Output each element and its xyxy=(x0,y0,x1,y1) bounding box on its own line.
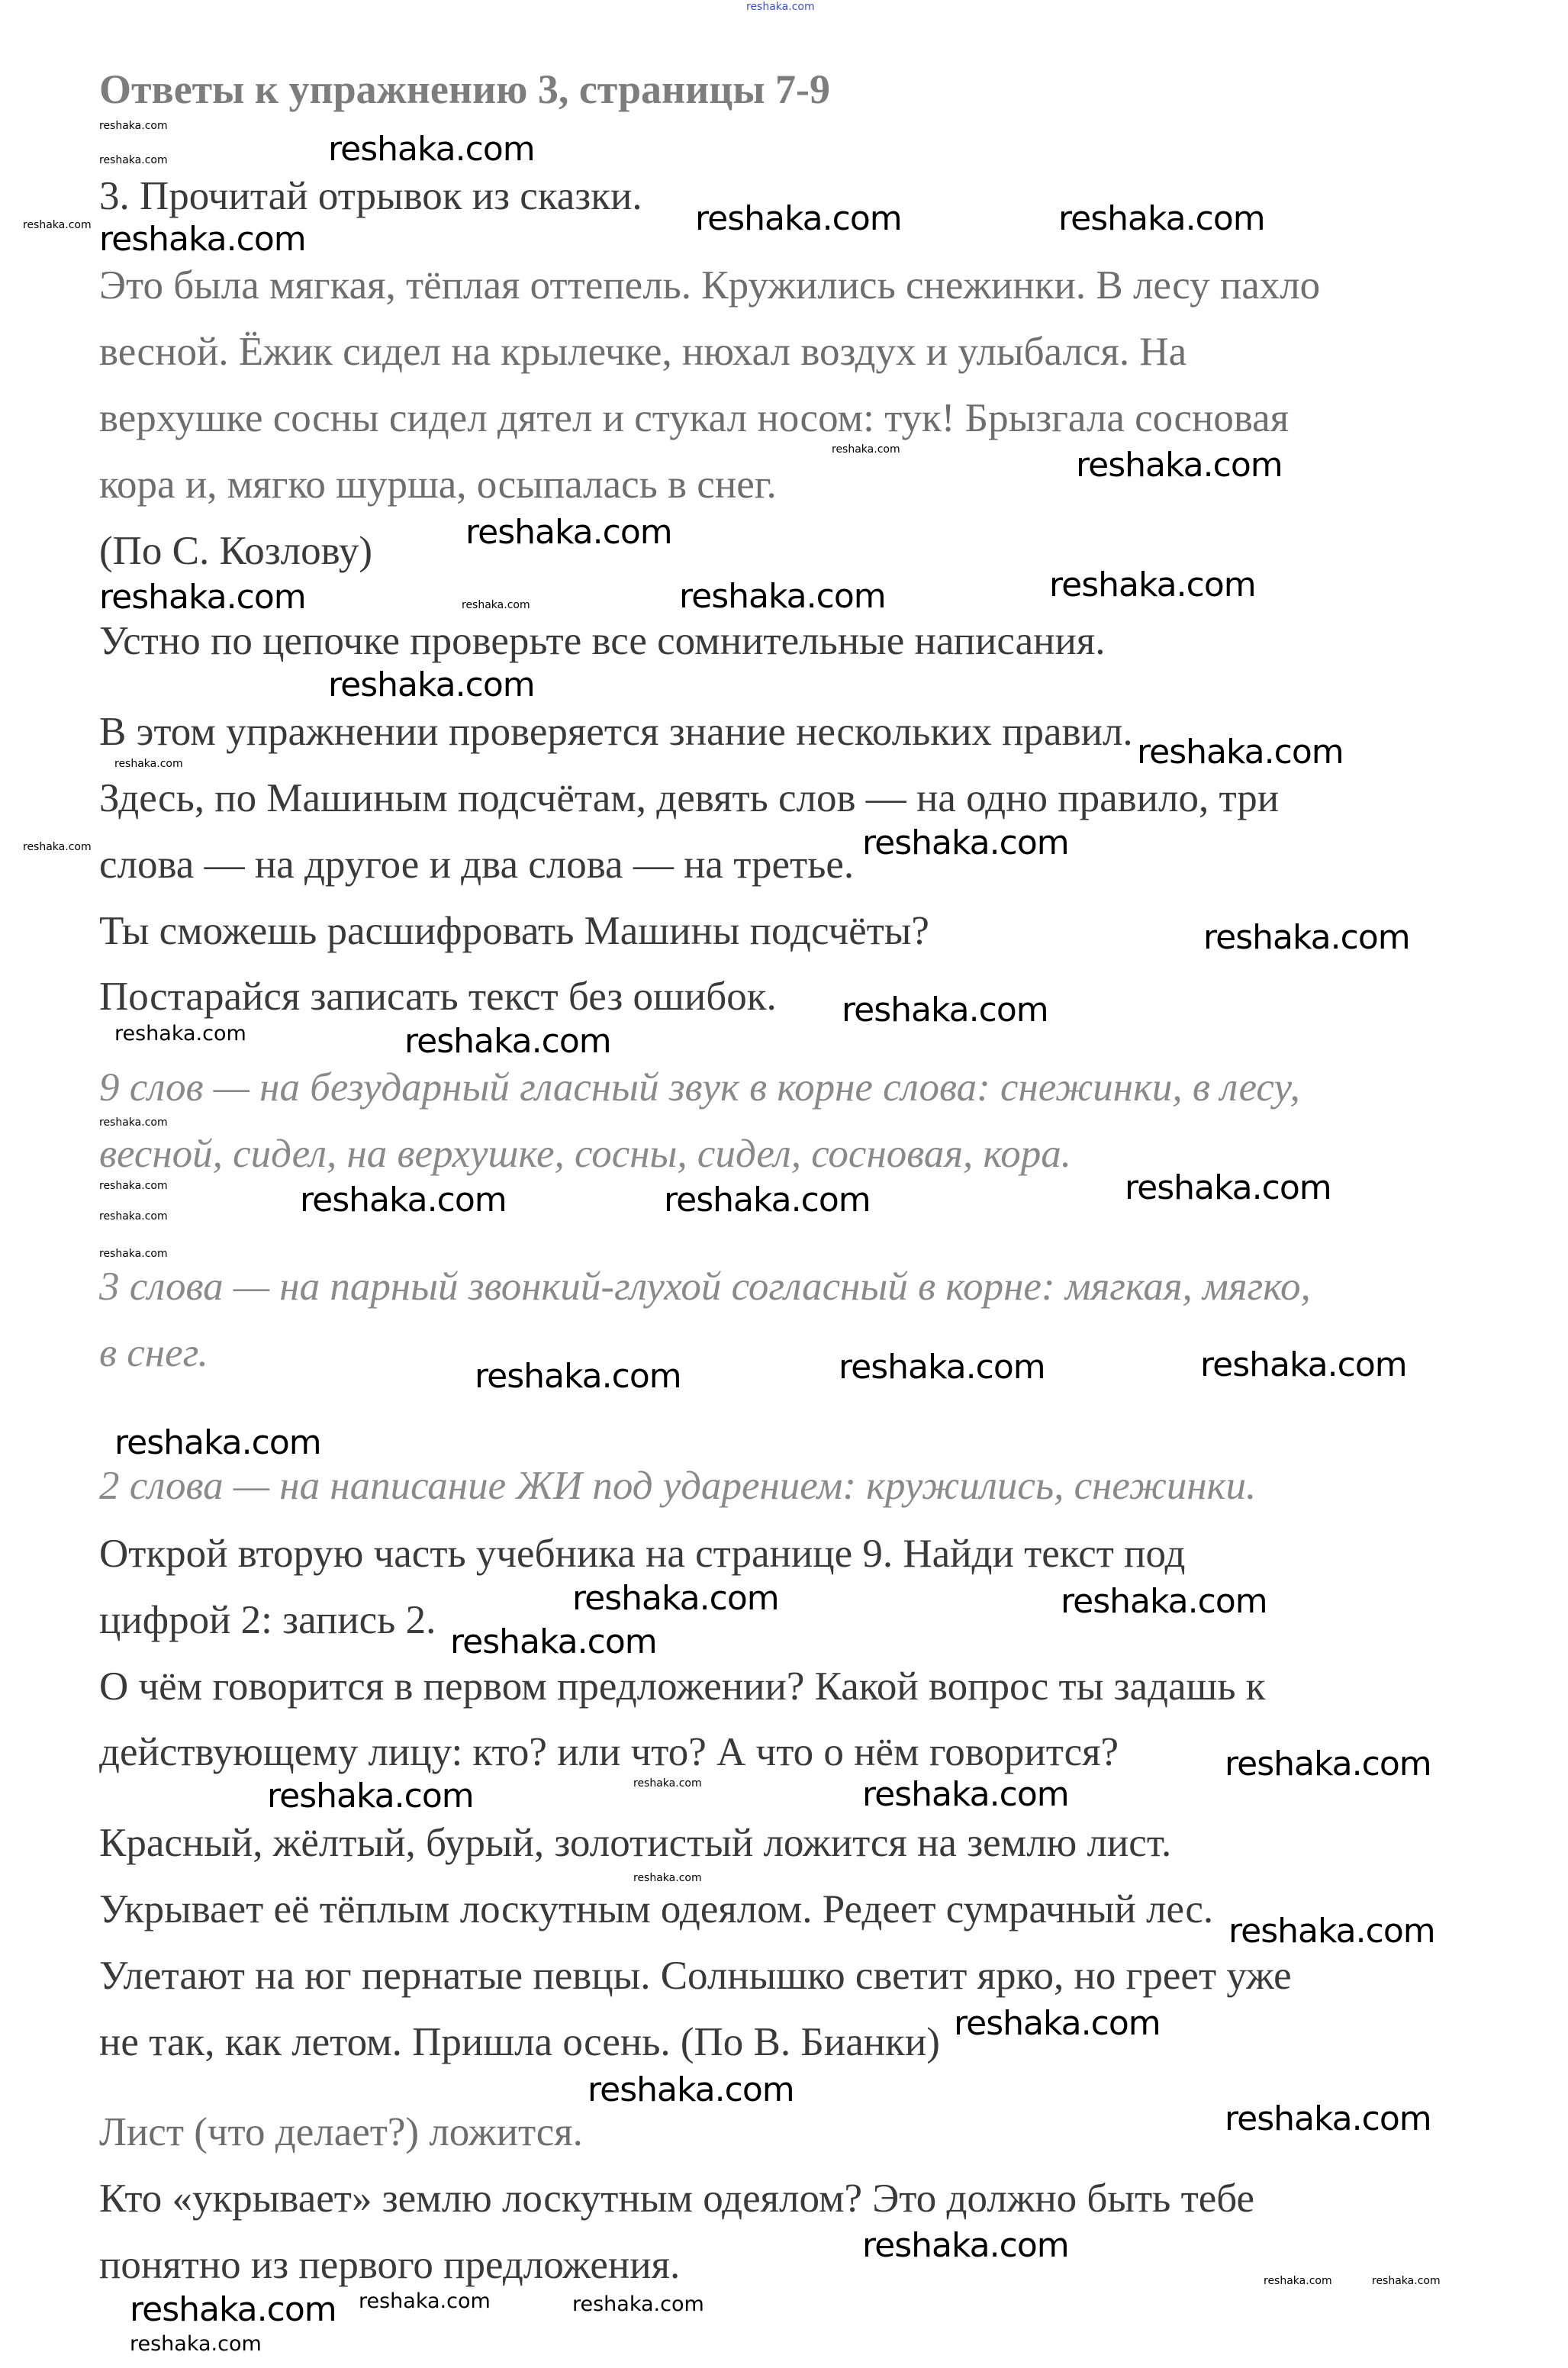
text-line: Красный, жёлтый, бурый, золотистый ложится на землю лист. xyxy=(99,1821,1172,1865)
text-line: верхушке сосны сидел дятел и стукал носом: тук! Брызгала сосновая xyxy=(99,396,1289,440)
watermark: reshaka.com xyxy=(130,2332,262,2356)
watermark: reshaka.com xyxy=(465,513,672,552)
watermark: reshaka.com xyxy=(1228,1912,1435,1951)
answer-line: 3 слова — на парный звонкий-глухой согласный в корне: мягкая, мягко, xyxy=(99,1265,1311,1309)
watermark: reshaka.com xyxy=(114,1423,321,1462)
text-line: В этом упражнении проверяется знание нескольких правил. xyxy=(99,710,1133,754)
watermark: reshaka.com xyxy=(450,1622,657,1661)
text-line: слова — на другое и два слова — на третье. xyxy=(99,842,855,887)
watermark: reshaka.com xyxy=(1225,2099,1431,2138)
text-line: Открой вторую часть учебника на странице 9. Найди текст под xyxy=(99,1532,1186,1576)
watermark: reshaka.com xyxy=(1264,2275,1332,2287)
watermark: reshaka.com xyxy=(114,758,183,770)
watermark: reshaka.com xyxy=(1225,1745,1431,1783)
text-line: Устно по цепочке проверьте все сомнительные написания. xyxy=(99,619,1106,663)
text-line: Лист (что делает?) ложится. xyxy=(99,2110,583,2154)
watermark: reshaka.com xyxy=(862,823,1069,862)
text-line: кора и, мягко шурша, осыпалась в снег. xyxy=(99,462,777,507)
watermark: reshaka.com xyxy=(475,1357,681,1396)
text-line: весной. Ёжик сидел на крылечке, нюхал воздух и улыбался. На xyxy=(99,330,1187,374)
watermark: reshaka.com xyxy=(1137,733,1344,772)
text-line: Здесь, по Машиным подсчётам, девять слов — на одно правило, три xyxy=(99,776,1280,820)
text-line: Укрывает её тёплым лоскутным одеялом. Редеет сумрачный лес. xyxy=(99,1887,1214,1931)
text-line: Это была мягкая, тёплая оттепель. Кружились снежинки. В лесу пахло xyxy=(99,263,1321,308)
watermark: reshaka.com xyxy=(633,1872,702,1884)
watermark: reshaka.com xyxy=(462,599,530,611)
watermark: reshaka.com xyxy=(99,120,168,132)
watermark: reshaka.com xyxy=(267,1777,474,1815)
watermark: reshaka.com xyxy=(839,1348,1045,1387)
text-line: Кто «укрывает» землю лоскутным одеялом? Это должно быть тебе xyxy=(99,2176,1255,2221)
watermark: reshaka.com xyxy=(1061,1582,1267,1621)
answer-line: 2 слова — на написание ЖИ под ударением: кружились, снежинки. xyxy=(99,1464,1257,1508)
answer-line: в снег. xyxy=(99,1331,208,1375)
watermark: reshaka.com xyxy=(1049,565,1256,604)
watermark: reshaka.com xyxy=(23,219,92,231)
text-line: не так, как летом. Пришла осень. (По В. Бианки) xyxy=(99,2020,940,2064)
watermark: reshaka.com xyxy=(695,199,902,238)
watermark: reshaka.com xyxy=(572,1579,779,1618)
text-line: Улетают на юг пернатые певцы. Солнышко светит ярко, но греет уже xyxy=(99,1954,1292,1998)
text-line: Ты сможешь расшифровать Машины подсчёты? xyxy=(99,909,929,953)
text-line: (По С. Козлову) xyxy=(99,529,372,573)
watermark: reshaka.com xyxy=(99,220,306,259)
watermark: reshaka.com xyxy=(633,1777,702,1790)
watermark: reshaka.com xyxy=(114,1022,246,1045)
page-title: Ответы к упражнению 3, страницы 7-9 xyxy=(99,66,830,112)
watermark: reshaka.com xyxy=(99,1248,168,1260)
watermark: reshaka.com xyxy=(664,1181,871,1219)
watermark: reshaka.com xyxy=(954,2004,1161,2043)
watermark: reshaka.com xyxy=(1125,1168,1331,1207)
watermark: reshaka.com xyxy=(1372,2275,1441,2287)
watermark: reshaka.com xyxy=(130,2290,336,2329)
watermark: reshaka.com xyxy=(359,2289,491,2313)
watermark: reshaka.com xyxy=(328,130,535,169)
watermark: reshaka.com xyxy=(1058,199,1265,238)
watermark: reshaka.com xyxy=(99,578,306,617)
watermark: reshaka.com xyxy=(99,1116,168,1129)
watermark: reshaka.com xyxy=(404,1022,611,1061)
watermark: reshaka.com xyxy=(99,154,168,166)
watermark: reshaka.com xyxy=(572,2292,704,2316)
text-line: понятно из первого предложения. xyxy=(99,2243,681,2287)
text-line: действующему лицу: кто? или что? А что о нём говорится? xyxy=(99,1730,1119,1774)
watermark: reshaka.com xyxy=(832,443,900,456)
watermark: reshaka.com xyxy=(99,1210,168,1223)
answer-line: 9 слов — на безударный гласный звук в корне слова: снежинки, в лесу, xyxy=(99,1065,1300,1110)
watermark: reshaka.com xyxy=(842,991,1048,1029)
watermark: reshaka.com xyxy=(23,841,92,853)
watermark: reshaka.com xyxy=(679,577,886,616)
watermark: reshaka.com xyxy=(99,1180,168,1192)
watermark: reshaka.com xyxy=(746,1,815,13)
watermark: reshaka.com xyxy=(862,1775,1069,1814)
text-line: Постарайся записать текст без ошибок. xyxy=(99,975,777,1019)
text-line: 3. Прочитай отрывок из сказки. xyxy=(99,174,642,218)
watermark: reshaka.com xyxy=(1200,1345,1407,1384)
answer-line: весной, сидел, на верхушке, сосны, сидел, сосновая, кора. xyxy=(99,1132,1072,1176)
watermark: reshaka.com xyxy=(588,2070,794,2109)
watermark: reshaka.com xyxy=(862,2226,1069,2265)
text-line: О чём говорится в первом предложении? Какой вопрос ты задашь к xyxy=(99,1664,1266,1709)
watermark: reshaka.com xyxy=(300,1181,507,1219)
watermark: reshaka.com xyxy=(328,665,535,704)
watermark: reshaka.com xyxy=(1203,918,1410,957)
text-line: цифрой 2: запись 2. xyxy=(99,1598,436,1642)
watermark: reshaka.com xyxy=(1076,446,1283,485)
